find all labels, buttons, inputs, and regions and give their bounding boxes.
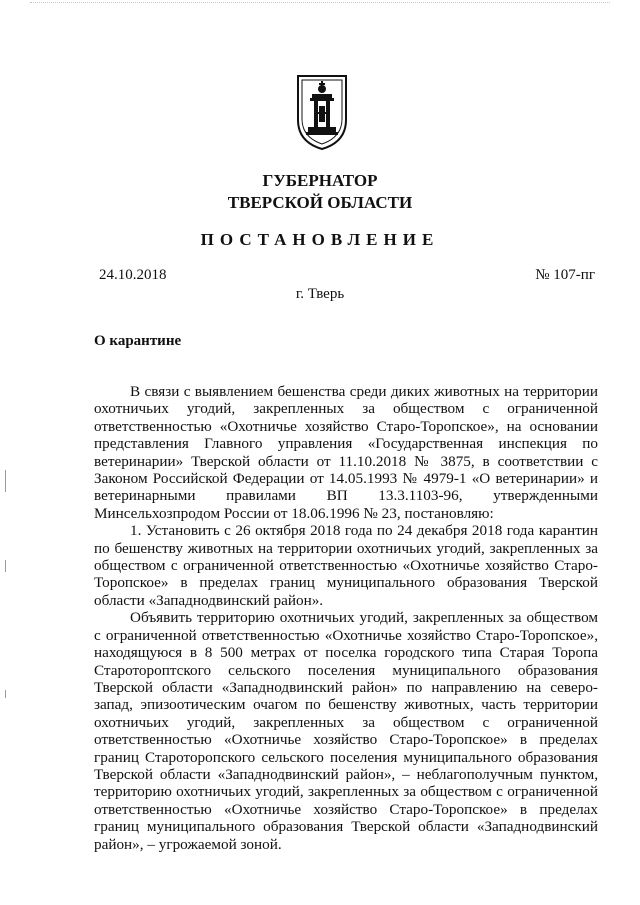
authority-title-line1: ГУБЕРНАТОР [262, 171, 378, 190]
scan-margin-mark [5, 690, 6, 698]
document-body [94, 383, 598, 853]
body-paragraph-2: 1. Установить с 26 октября 2018 года по 24 декабря 2018 года карантин по бешенству животных на территории охотничьих угодий, закрепленных за обществом с ограниченной ответственностью «Охотничье хозяйство Старо-Торопское» в пределах границ муниципального образования Тверской области «Западнодвинский район». [94, 522, 598, 609]
scan-artifact-line [30, 2, 610, 4]
body-paragraph-1: В связи с выявлением бешенства среди диких животных на территории охотничьих угодий, закрепленных за обществом с ограниченной ответственностью «Охотничье хозяйство Старо-Торопское», на основании представления Главного управления «Государственная инспекция по ветеринарии» Тверской области от 11.10.2018 № 3875, в соответствии с Законом Российской Федерации от 14.05.1993 № 4979-1 «О ветеринарии» и ветеринарными правилами ВП 13.3.1103-96, утвержденными Минсельхозпродом России от 18.06.1996 № 23, постановляю: [94, 383, 598, 522]
coat-of-arms-icon [294, 72, 350, 152]
document-date: 24.10.2018 [99, 267, 167, 283]
body-paragraph-3: Объявить территорию охотничьих угодий, закрепленных за обществом с ограниченной ответственностью «Охотничье хозяйство Старо-Торопское», находящуюся в 8 500 метрах от поселка городского типа Старая Торопа Старотороптского сельского поселения муниципального образования Тверской области «Западнодвинский район» по направлению на северо-запад, эпизоотическим очагом по бешенству животных, часть территории охотничьих угодий, закрепленных за обществом с ограниченной ответственностью «Охотничье хозяйство Старо-Торопское» в пределах границ Староторопского сельского поселения муниципального образования Тверской области «Западнодвинский район», – неблагополучным пунктом, территорию охотничьих угодий, закрепленных за обществом с ограниченной ответственностью «Охотничье хозяйство Старо-Торопское» в пределах границ муниципального образования Тверской области «Западнодвинский район», – угрожаемой зоной. [94, 609, 598, 853]
scan-margin-mark [5, 560, 6, 572]
document-subject: О карантине [94, 333, 182, 349]
document-city: г. Тверь [295, 286, 345, 302]
document-type: ПОСТАНОВЛЕНИЕ [200, 230, 440, 249]
authority-title-line2: ТВЕРСКОЙ ОБЛАСТИ [227, 193, 413, 212]
scan-margin-mark [5, 470, 6, 492]
document-number: № 107-пг [535, 267, 595, 283]
